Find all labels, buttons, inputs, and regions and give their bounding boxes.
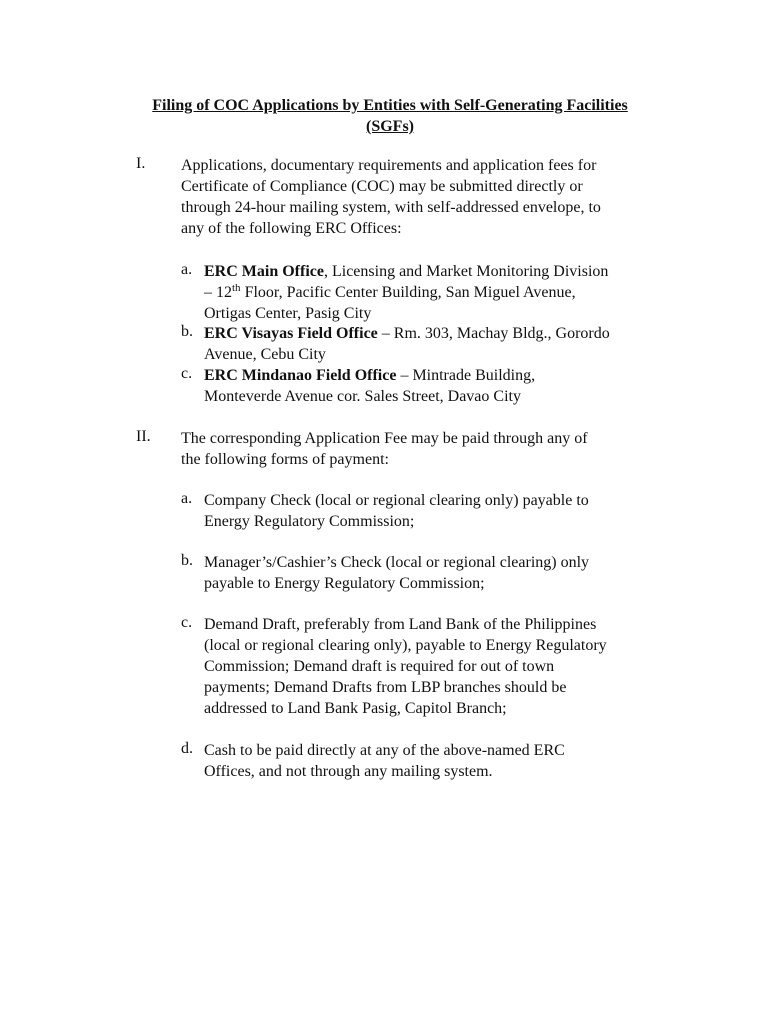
item-line: Company Check (local or regional clearing only) payable to bbox=[204, 492, 589, 509]
item-line: Energy Regulatory Commission; bbox=[204, 513, 415, 530]
paragraph-line: through 24-hour mailing system, with self-addressed envelope, to bbox=[181, 199, 601, 216]
paragraph-line: Applications, documentary requirements and application fees for bbox=[181, 157, 597, 174]
section-numeral: II. bbox=[136, 428, 151, 445]
office-name: ERC Main Office bbox=[204, 263, 324, 280]
section-paragraph bbox=[181, 428, 661, 470]
item-line: Cash to be paid directly at any of the above-named ERC bbox=[204, 742, 565, 759]
item-text-part: Floor, Pacific Center Building, San Miguel Avenue, bbox=[240, 284, 576, 301]
item-line: payable to Energy Regulatory Commission; bbox=[204, 575, 485, 592]
item-letter: a. bbox=[181, 261, 193, 278]
item-line: Commission; Demand draft is required for out of town bbox=[204, 658, 555, 675]
item-text bbox=[204, 740, 674, 782]
item-letter: b. bbox=[181, 323, 193, 340]
item-letter: d. bbox=[181, 740, 193, 757]
item-line: (local or regional clearing only), payable to Energy Regulatory bbox=[204, 637, 607, 654]
paragraph-line: The corresponding Application Fee may be paid through any of bbox=[181, 430, 588, 447]
superscript: th bbox=[232, 282, 241, 294]
item-text bbox=[204, 552, 674, 594]
item-letter: c. bbox=[181, 365, 193, 382]
item-line: Avenue, Cebu City bbox=[204, 346, 326, 363]
item-text-part: – 12 bbox=[204, 284, 232, 301]
item-line: Monteverde Avenue cor. Sales Street, Davao City bbox=[204, 388, 521, 405]
paragraph-line: the following forms of payment: bbox=[181, 451, 389, 468]
item-letter: a. bbox=[181, 490, 193, 507]
office-name: ERC Visayas Field Office bbox=[204, 325, 378, 342]
item-letter: b. bbox=[181, 552, 193, 569]
section-paragraph bbox=[181, 155, 661, 239]
item-line: payments; Demand Drafts from LBP branches should be bbox=[204, 679, 567, 696]
document-title bbox=[110, 95, 670, 137]
item-text bbox=[204, 490, 674, 532]
paragraph-line: Certificate of Compliance (COC) may be submitted directly or bbox=[181, 178, 583, 195]
item-text bbox=[204, 323, 674, 365]
item-line: Manager’s/Cashier’s Check (local or regional clearing) only bbox=[204, 554, 590, 571]
item-line: Demand Draft, preferably from Land Bank of the Philippines bbox=[204, 616, 597, 633]
title-line-2: (SGFs) bbox=[366, 118, 414, 135]
item-text-part: – Mintrade Building, bbox=[396, 367, 536, 384]
item-line: Offices, and not through any mailing system. bbox=[204, 763, 493, 780]
item-line: addressed to Land Bank Pasig, Capitol Branch; bbox=[204, 700, 507, 717]
item-text bbox=[204, 614, 674, 719]
office-name: ERC Mindanao Field Office bbox=[204, 367, 397, 384]
title-line-1: Filing of COC Applications by Entities with Self-Generating Facilities bbox=[152, 97, 628, 114]
paragraph-line: any of the following ERC Offices: bbox=[181, 220, 402, 237]
item-text-part: – Rm. 303, Machay Bldg., Gorordo bbox=[377, 325, 610, 342]
item-letter: c. bbox=[181, 614, 193, 631]
item-text bbox=[204, 365, 674, 407]
item-text-part: , Licensing and Market Monitoring Division bbox=[323, 263, 609, 280]
item-text bbox=[204, 261, 674, 324]
item-line: Ortigas Center, Pasig City bbox=[204, 305, 372, 322]
section-numeral: I. bbox=[136, 155, 146, 172]
